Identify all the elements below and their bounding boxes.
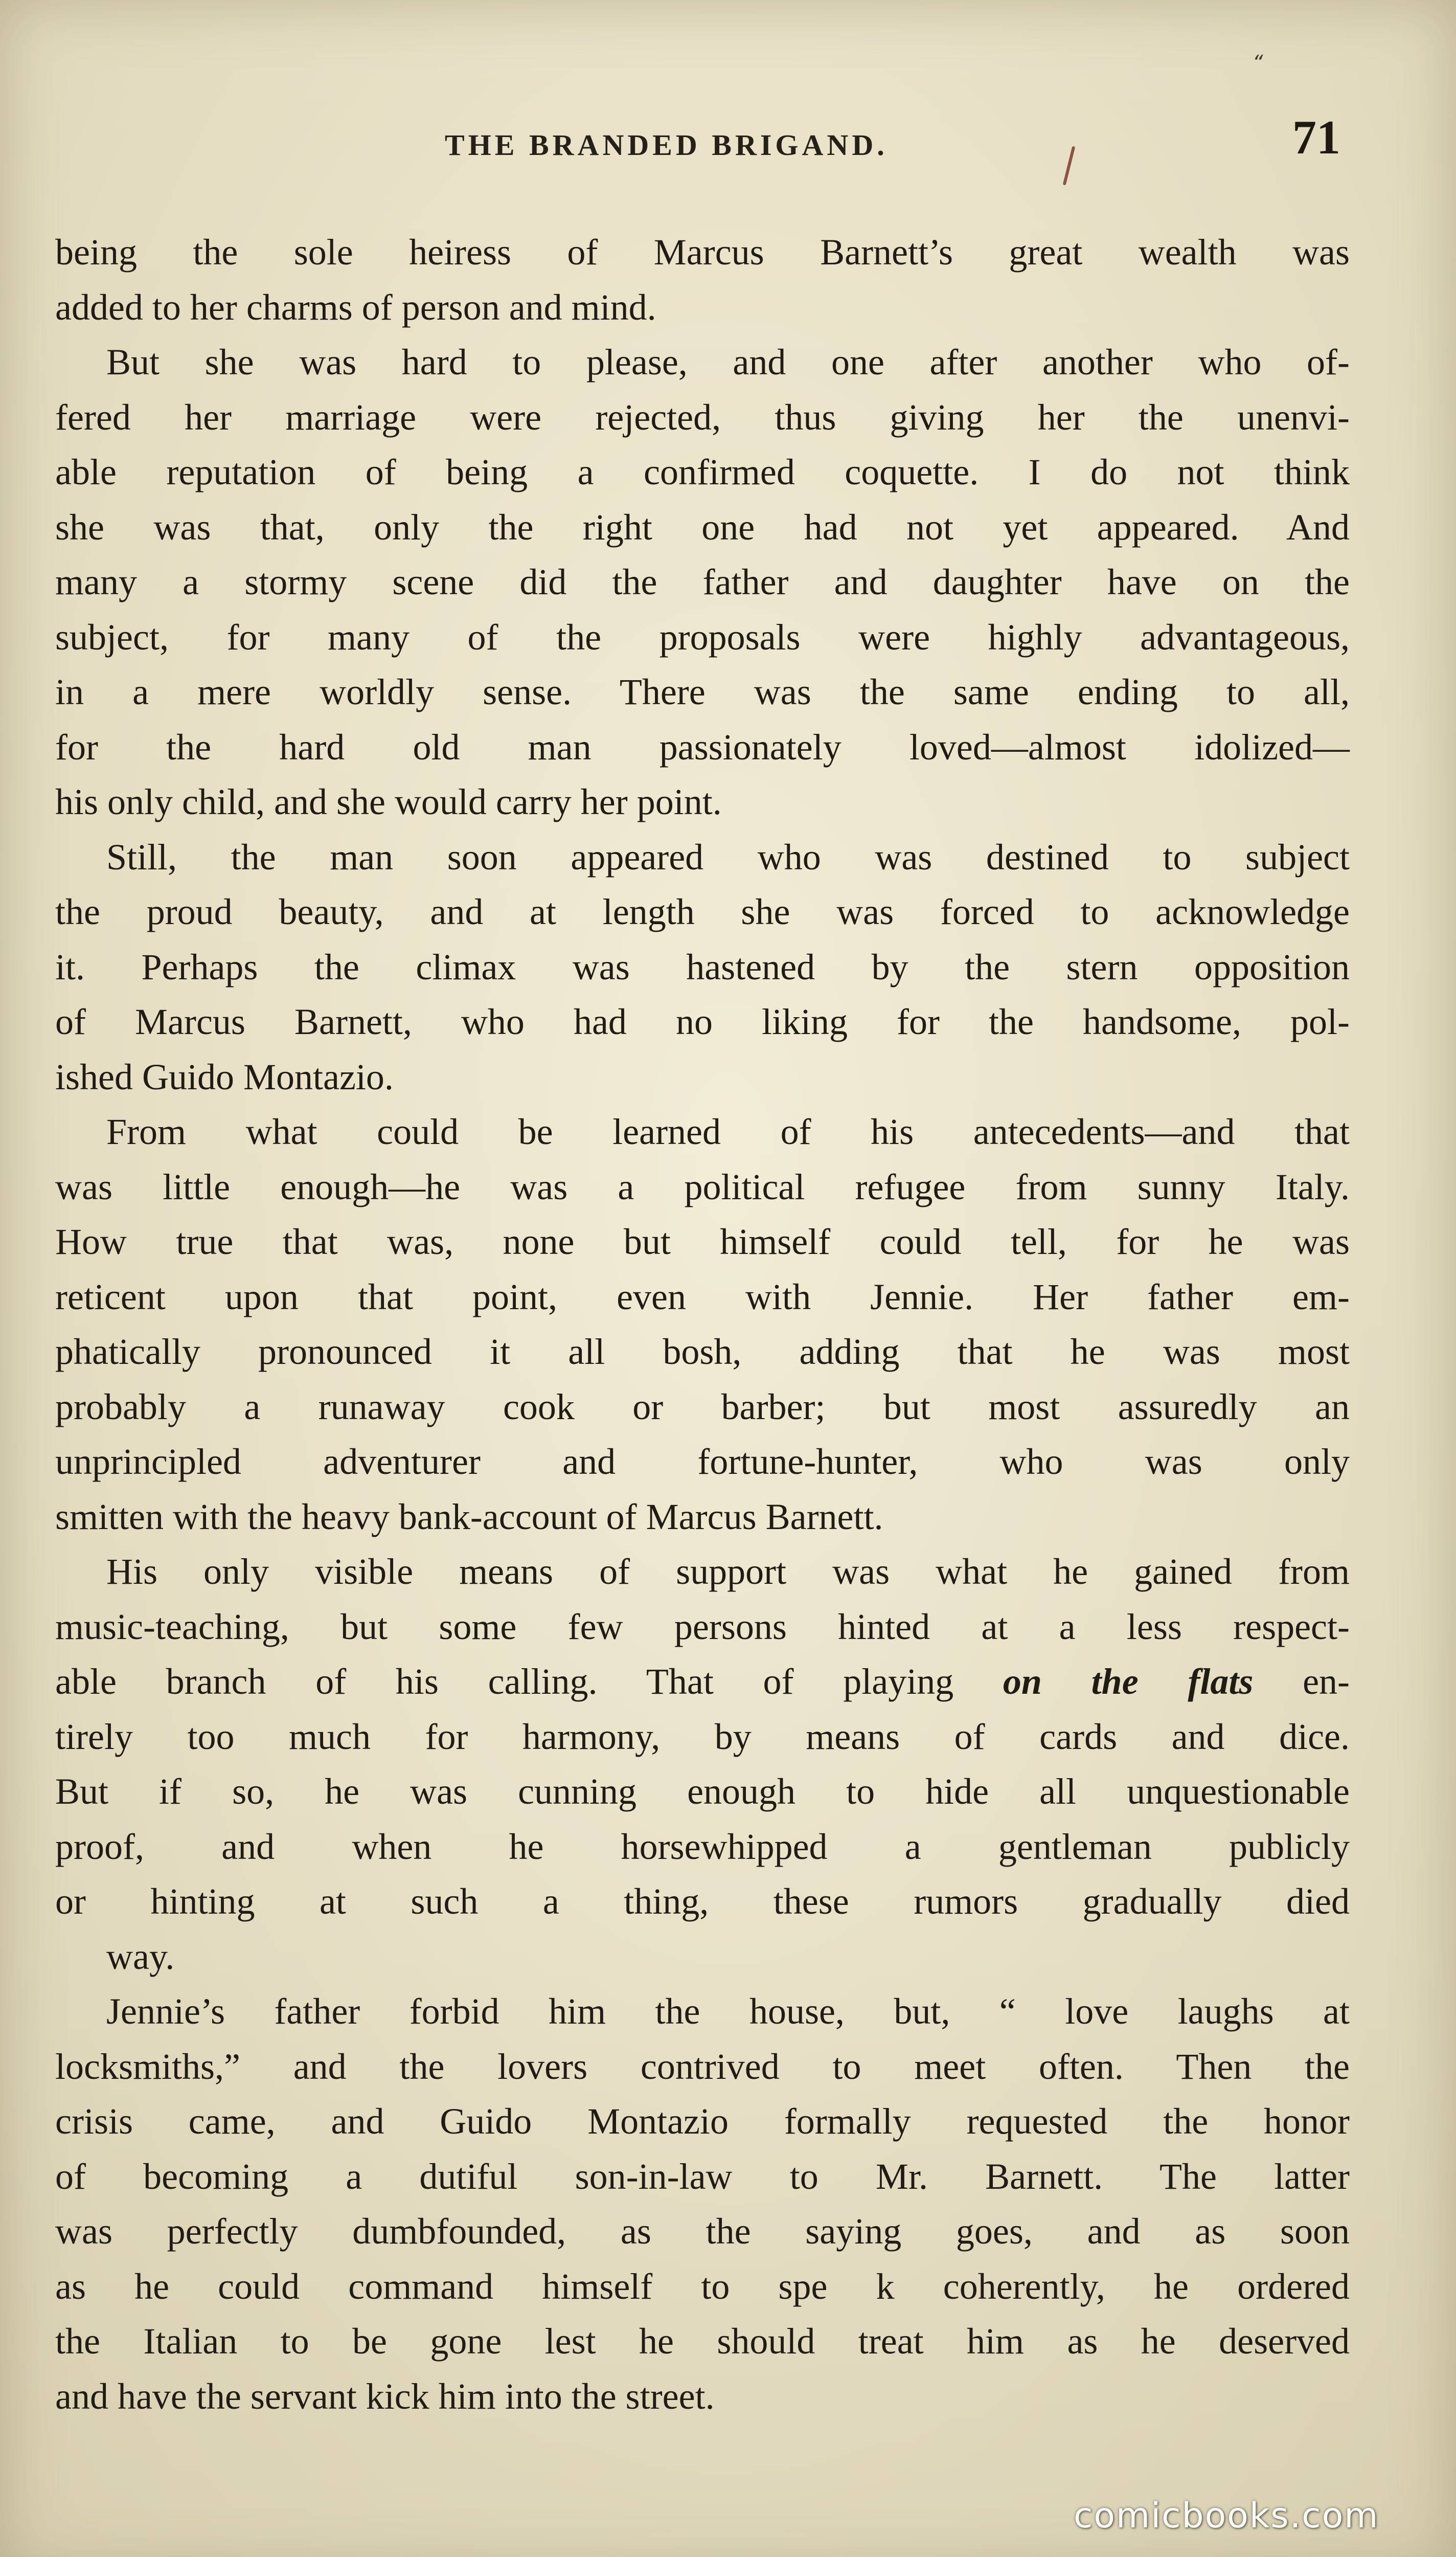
text-line: for the hard old man passionately loved—almost idolized— [55, 726, 1350, 768]
text-line: crisis came, and Guido Montazio formally requested the honor [55, 2101, 1350, 2142]
page-number: 71 [1292, 111, 1340, 164]
text-line: and have the servant kick him into the street. [55, 2375, 715, 2417]
text-segment: able branch of his calling. That of playing [55, 1661, 954, 1702]
text-line-mixed [55, 1654, 1350, 1710]
text-line: was little enough—he was a political refugee from sunny Italy. [55, 1166, 1350, 1207]
text-line: many a stormy scene did the father and daughter have on the [55, 562, 1350, 602]
italic-phrase: on the flats [1003, 1661, 1254, 1702]
text-line: subject, for many of the proposals were highly advantageous, [55, 616, 1350, 658]
stray-ink-mark: “ [1250, 51, 1266, 75]
text-line: proof, and when he horsewhipped a gentleman publicly [55, 1826, 1350, 1867]
text-line: From what could be learned of his antecedents—and that [106, 1111, 1350, 1152]
text-line: as he could command himself to spe k coherently, he ordered [55, 2266, 1350, 2307]
text-line: in a mere worldly sense. There was the same ending to all, [55, 671, 1350, 712]
text-line: she was that, only the right one had not yet appeared. And [55, 506, 1350, 548]
text-line: Jennie’s father forbid him the house, but, “ love laughs at [106, 1991, 1350, 2032]
ink-tick-mark [1063, 146, 1076, 185]
text-line: was perfectly dumbfounded, as the saying goes, and as soon [55, 2211, 1350, 2252]
text-line: But she was hard to please, and one after another who of- [106, 342, 1350, 383]
text-line: ished Guido Montazio. [55, 1056, 394, 1097]
text-line: smitten with the heavy bank-account of Marcus Barnett. [55, 1496, 883, 1537]
text-segment: en- [1303, 1661, 1350, 1702]
text-line: music-teaching, but some few persons hinted at a less respect- [55, 1606, 1350, 1647]
text-line: But if so, he was cunning enough to hide all unquestionable [55, 1771, 1350, 1812]
text-line: of Marcus Barnett, who had no liking for the handsome, pol- [55, 1001, 1350, 1042]
text-line: His only visible means of support was what he gained from [106, 1551, 1350, 1592]
text-line: the Italian to be gone lest he should treat him as he deserved [55, 2321, 1350, 2362]
text-line: of becoming a dutiful son-in-law to Mr. Barnett. The latter [55, 2156, 1350, 2197]
text-line: it. Perhaps the climax was hastened by the stern opposition [55, 946, 1350, 988]
text-line: tirely too much for harmony, by means of cards and dice. [55, 1716, 1350, 1757]
body-text [55, 225, 1350, 2424]
text-line: phatically pronounced it all bosh, adding that he was most [55, 1331, 1350, 1372]
running-head: THE BRANDED BRIGAND. [445, 128, 888, 162]
text-line: added to her charms of person and mind. [55, 286, 656, 328]
text-line: How true that was, none but himself could tell, for he was [55, 1221, 1350, 1262]
text-line: way. [106, 1936, 175, 1977]
text-line: the proud beauty, and at length she was forced to acknowledge [55, 891, 1350, 932]
text-line: reticent upon that point, even with Jennie. Her father em- [55, 1276, 1350, 1317]
text-line: his only child, and she would carry her point. [55, 781, 722, 822]
text-line: or hinting at such a thing, these rumors gradually died [55, 1881, 1350, 1922]
text-line: Still, the man soon appeared who was destined to subject [106, 836, 1350, 878]
site-watermark: comicbooks.com [1074, 2496, 1379, 2536]
text-line: able reputation of being a confirmed coquette. I do not think [55, 452, 1350, 492]
text-line: locksmiths,” and the lovers contrived to meet often. Then the [55, 2046, 1350, 2087]
text-line: being the sole heiress of Marcus Barnett’s great wealth was [55, 232, 1350, 273]
text-line: fered her marriage were rejected, thus giving her the unenvi- [55, 396, 1350, 438]
text-line: unprincipled adventurer and fortune-hunter, who was only [55, 1441, 1350, 1482]
text-line: probably a runaway cook or barber; but most assuredly an [55, 1386, 1350, 1427]
